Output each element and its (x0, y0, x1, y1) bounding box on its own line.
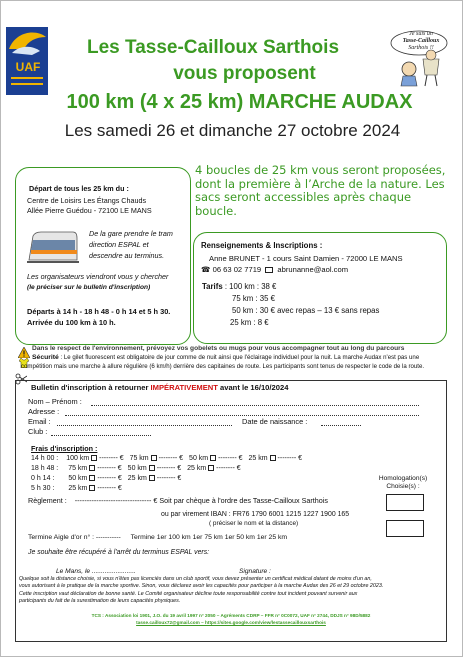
reglement-text: -------------------------------- € Soit par chèque à l'ordre des Tasse-Cailloux Sarthois (74, 496, 328, 505)
row-c: 50 km (189, 455, 209, 462)
frais-label: Frais d'inscription : (31, 444, 98, 453)
row-euro: -------- € (216, 465, 241, 472)
disclaimer (19, 576, 383, 606)
row-b: 25 km (127, 475, 147, 482)
naissance-label: Date de naissance : (242, 417, 308, 426)
terminus-line (28, 533, 287, 542)
footer-line-1: TCS : Association loi 1901, J.O. du 19 avril 1997 n° 2050 – Agréments CDRP – FFR n° 0C0072, UAF n° 2744, DDJS n° 98D/5882 (91, 613, 371, 618)
checkbox-18h-50[interactable] (149, 465, 155, 471)
title-club: Les Tasse-Cailloux Sarthois (87, 37, 340, 58)
environment-note: Dans le respect de l'environnement, prévoyez vos gobelets ou mugs pour vous accompagner tout au long du parcours (32, 345, 405, 352)
row-time: 14 h 00 : (31, 455, 59, 462)
frais-row-1 (31, 454, 302, 463)
reglement-line (28, 496, 328, 505)
title-event: 100 km (4 x 25 km) MARCHE AUDAX (66, 91, 413, 113)
warning-icon (18, 347, 30, 358)
lemans-line: Le Mans, le ........................ (56, 568, 136, 575)
tarifs-line-1 (202, 282, 276, 291)
row-a: 25 km (68, 485, 88, 492)
tram-line-1: De la gare prendre le tram (89, 229, 173, 238)
footer (31, 612, 431, 626)
depart-address-1: Centre de Loisirs Les Étangs Chauds (27, 196, 147, 205)
loops-info: 4 boucles de 25 km vous seront proposées, dont la première à l’Arche de la nature. Les sacs seront accessibles après chaque boucle. (195, 163, 446, 218)
organisers-line-2: (le préciser sur le bulletin d'inscription) (27, 284, 151, 291)
tarifs-colon: : (222, 282, 230, 291)
tasse-cailloux-logo-text (395, 31, 447, 52)
homologation-line-2: Choisie(s) : (386, 483, 420, 490)
frais-row-2 (31, 464, 241, 473)
reglement-label: Règlement : (28, 496, 67, 505)
uaf-logo-text: UAF (15, 60, 41, 74)
row-time: 0 h 14 : (31, 475, 55, 482)
row-a: 75 km (68, 465, 88, 472)
checkbox-14h-25[interactable] (270, 455, 276, 461)
organisers-line-1: Les organisateurs viendront vous y chercher (27, 272, 169, 281)
row-b: 75 km (129, 455, 149, 462)
row-euro: -------- € (97, 475, 122, 482)
tram-line-3: descendre au terminus. (89, 251, 165, 260)
tram-line-2: direction ESPAL et (89, 240, 149, 249)
checkbox-14h-100[interactable] (91, 455, 97, 461)
depart-address-2: Allée Pierre Guédou - 72100 LE MANS (27, 206, 152, 215)
logo-tc-line: Sarthois !! (408, 45, 434, 51)
row-euro: -------- € (156, 475, 182, 482)
security-text-2: compétition mais une marche à allure régulière (6 km/h) derrière des capitaines de route. Les participants sont tenus de respecter le code de la route. (21, 363, 425, 370)
tarif-100: 100 km : 38 € (229, 282, 277, 291)
title-dates: Les samedi 26 et dimanche 27 octobre 2024 (64, 121, 401, 140)
tarifs-label: Tarifs (202, 282, 223, 291)
row-euro: -------- € (97, 485, 122, 492)
club-label: Club : (28, 427, 48, 436)
security-line-1 (32, 354, 419, 362)
contact-address: Anne BRUNET - 1 cours Saint Damien - 72000 LE MANS (209, 254, 403, 263)
depart-title: Départ de tous les 25 km du : (29, 184, 129, 193)
email-label: Email : (28, 417, 51, 426)
signature-label: Signature : (239, 568, 271, 575)
row-time: 18 h 48 : (31, 465, 59, 472)
virement-line: ou par virement IBAN : FR76 1790 6001 1215 1227 1900 165 (161, 511, 350, 518)
homologation-box-2[interactable] (386, 520, 424, 537)
nom-field[interactable] (91, 405, 419, 406)
arrival-time: Arrivée du 100 km à 10 h. (27, 318, 116, 327)
bulletin-title (31, 383, 288, 392)
disclaimer-line: Quelque soit la distance choisie, si vous n'êtes pas licenciés dans un club sportif, vous devez présenter un certificat médical datant de moins d'un an, (19, 576, 372, 582)
disclaimer-line: Cette inscription vaut déclaration de bonne santé. Le Comité organisateur décline toute responsabilité contre tout incident pouvant survenir aux (19, 590, 358, 597)
adresse-field[interactable] (65, 415, 419, 416)
row-d: 25 km (248, 455, 268, 462)
row-a: 50 km (68, 475, 88, 482)
homologation-label (373, 475, 433, 491)
frais-row-3 (31, 474, 181, 483)
bulletin-title-post: avant le 16/10/2024 (217, 383, 289, 392)
checkbox-14h-75[interactable] (151, 455, 157, 461)
row-time: 5 h 30 : (31, 485, 55, 492)
security-label: Sécurité (32, 354, 59, 361)
email-field[interactable] (57, 425, 232, 426)
checkbox-18h-25[interactable] (208, 465, 214, 471)
tram-icon (27, 230, 79, 264)
contact-line (201, 265, 348, 274)
contact-title: Renseignements & Inscriptions : (201, 241, 323, 250)
departure-times: Départs à 14 h - 18 h 48 - 0 h 14 et 5 h 30. (27, 307, 171, 316)
row-euro: -------- € (158, 455, 184, 462)
row-euro: -------- € (277, 455, 303, 462)
checkbox-5h-25[interactable] (89, 485, 95, 491)
tarif-75: 75 km : 35 € (232, 294, 275, 303)
homologation-line-1: Homologation(s) (378, 475, 428, 482)
tarif-25: 25 km : 8 € (230, 318, 269, 327)
disclaimer-line: vous autorisant à le pratique de la marche sportive. Sinon, vous déclarez avoir les capacités pour participer à la marche Audax des 26 et 29 octobre 2023. (19, 583, 384, 590)
row-c: 25 km (187, 465, 207, 472)
contact-email: abrunanne@aol.com (277, 265, 349, 274)
row-b: 50 km (127, 465, 147, 472)
footer-line-2[interactable]: tasse.cailloux72@gmail.com – https://sites.google.com/view/lestassecaillouxsarthois (136, 620, 326, 625)
adresse-label: Adresse : (28, 407, 60, 416)
title-proposent: vous proposent (173, 63, 316, 84)
bulletin-title-red: IMPÉRATIVEMENT (150, 383, 218, 392)
frais-row-4 (31, 484, 122, 493)
espal-line: Je souhaite être récupéré à l'arrêt du terminus ESPAL vers: (28, 549, 210, 556)
row-euro: -------- € (218, 455, 243, 462)
row-a: 100 km (66, 455, 90, 462)
phone-icon: ☎ (201, 265, 211, 274)
naissance-field[interactable] (321, 425, 361, 426)
homologation-box-1[interactable] (386, 494, 424, 511)
checkbox-14h-50[interactable] (210, 455, 216, 461)
row-euro: -------- € (97, 465, 122, 472)
checkbox-0h-25[interactable] (149, 475, 155, 481)
bulletin-title-pre: Bulletin d'inscription à retourner (31, 383, 151, 392)
disclaimer-line: participants du fait de la surestimation de leurs capacités physiques. (19, 598, 181, 605)
contact-phone: 06 63 02 7719 (212, 265, 262, 274)
logo-tc-line: Tasse-Cailloux (402, 38, 440, 44)
security-text-1: : Le gilet fluorescent est obligatoire de jour comme de nuit ainsi que l'éclairage individuel pour la nuit. La marche Audax n'est pas une (58, 354, 420, 361)
logo-tc-line: Je suis un (409, 31, 433, 37)
checkbox-0h-50[interactable] (89, 475, 95, 481)
tarif-50: 50 km : 30 € avec repas – 13 € sans repas (232, 306, 380, 315)
terminus-label: Termine Aigle d'or n° : ----------- (28, 534, 121, 541)
nom-label: Nom – Prénom : (28, 397, 82, 406)
terminus-choices: Termine 1er 100 km 1er 75 km 1er 50 km 1er 25 km (130, 534, 288, 541)
checkbox-18h-75[interactable] (89, 465, 95, 471)
row-euro: -------- € (99, 455, 124, 462)
mail-icon (265, 267, 273, 273)
club-field[interactable] (51, 435, 151, 436)
row-euro: -------- € (156, 465, 182, 472)
virement-note: ( préciser le nom et la distance) (209, 520, 299, 527)
